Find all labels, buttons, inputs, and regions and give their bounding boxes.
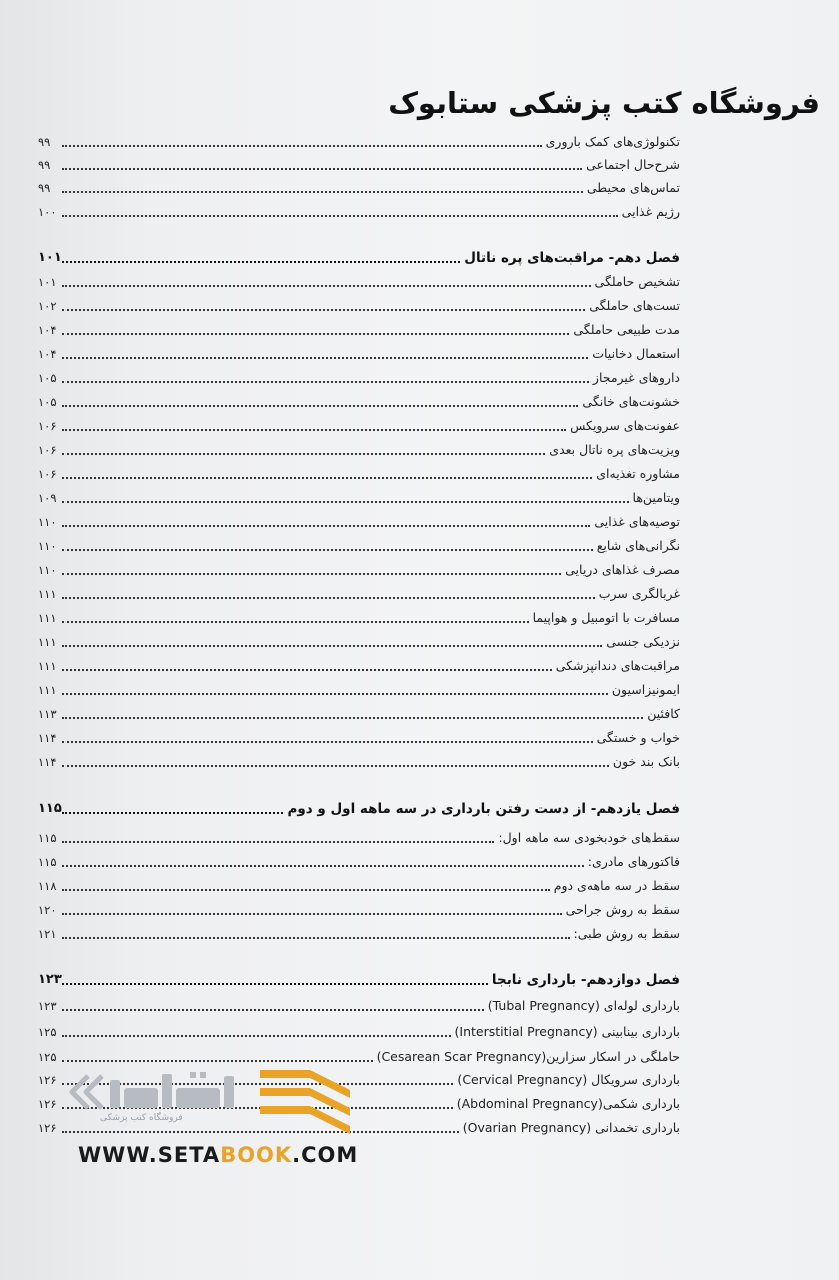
toc-entry	[38, 896, 680, 918]
toc-page-number: ۱۱۵	[38, 831, 57, 845]
toc-page-number: ۹۹	[38, 181, 51, 195]
toc-entry-title: بارداری شکمی(Abdominal Pregnancy)	[456, 1096, 680, 1111]
toc-entry-title: نزدیکی جنسی	[606, 634, 680, 649]
toc-entry	[38, 992, 680, 1014]
toc-entry-title: خشونت‌های خانگی	[582, 394, 680, 409]
toc-entry	[38, 604, 680, 626]
toc-entry-title: عفونت‌های سرویکس	[570, 418, 680, 433]
toc-page-number: ۱۱۴	[38, 755, 57, 769]
toc-entry	[38, 174, 680, 196]
toc-entry	[38, 676, 680, 698]
toc-entry	[38, 198, 680, 220]
toc-entry	[38, 484, 680, 506]
toc-page-number: ۱۲۰	[38, 903, 57, 917]
toc-page-number: ۱۲۶	[38, 1097, 57, 1111]
toc-page-number: ۱۲۵	[38, 1050, 57, 1064]
toc-page-number: ۱۱۰	[38, 539, 57, 553]
toc-entry-title: شرح‌حال اجتماعی	[586, 157, 680, 172]
toc-entry-title: سقط‌های خودبخودی سه ماهه اول:	[498, 830, 680, 845]
toc-entry	[38, 460, 680, 482]
toc-entry-title: تکنولوژی‌های کمک باروری	[545, 134, 680, 149]
toc-entry-title: سقط در سه ماهه‌ی دوم	[553, 878, 680, 893]
watermark-caption: فروشگاه کتب پزشکی	[100, 1113, 183, 1123]
toc-entry	[38, 151, 680, 173]
toc-dot-leader	[62, 283, 591, 287]
toc-entry-title: کافئین	[647, 706, 680, 721]
toc-chapter-heading	[38, 795, 680, 817]
toc-dot-leader	[62, 1033, 451, 1037]
toc-entry-title: ویزیت‌های پره ناتال بعدی	[549, 442, 680, 457]
toc-dot-leader	[62, 475, 592, 479]
site-url-accent: BOOK	[220, 1143, 293, 1167]
toc-entry-title: بارداری تخمدانی (Ovarian Pregnancy)	[462, 1120, 680, 1135]
toc-page-number: ۱۰۹	[38, 491, 57, 505]
toc-entry	[38, 700, 680, 722]
toc-page-number: ۱۱۱	[38, 635, 57, 649]
toc-page-number: ۹۹	[38, 158, 51, 172]
toc-dot-leader	[62, 911, 562, 915]
toc-dot-leader	[62, 887, 550, 891]
toc-entry-title: فصل دوازدهم- بارداری نابجا	[491, 972, 680, 988]
toc-entry	[38, 292, 680, 314]
toc-dot-leader	[62, 331, 569, 335]
toc-page-number: ۱۰۰	[38, 205, 57, 219]
toc-entry-title: رژیم غذایی	[621, 204, 680, 219]
toc-dot-leader	[62, 839, 494, 843]
toc-entry-title: نگرانی‌های شایع	[596, 538, 680, 553]
toc-entry-title: ایمونیزاسیون	[611, 682, 680, 697]
toc-page-number: ۱۰۱	[38, 250, 62, 265]
toc-dot-leader	[62, 189, 583, 193]
toc-page-number: ۱۱۱	[38, 611, 57, 625]
toc-entry-title: فاکتورهای مادری:	[587, 854, 680, 869]
toc-entry-title: تماس‌های محیطی	[586, 180, 680, 195]
toc-dot-leader	[62, 307, 585, 311]
toc-page-number: ۱۰۱	[38, 275, 57, 289]
toc-dot-leader	[62, 379, 589, 383]
toc-page-number: ۱۲۵	[38, 1025, 57, 1039]
toc-entry	[38, 628, 680, 650]
toc-page-number: ۱۱۵	[38, 855, 57, 869]
toc-entry-title: داروهای غیرمجاز	[592, 370, 680, 385]
toc-entry-title: فصل یازدهم- از دست رفتن بارداری در سه ماهه اول و دوم	[287, 801, 680, 817]
toc-entry-title: غربالگری سرب	[598, 586, 680, 601]
toc-page-number: ۱۰۲	[38, 299, 57, 313]
toc-page-number: ۱۰۵	[38, 395, 57, 409]
setabook-logo	[62, 1062, 362, 1137]
toc-dot-leader	[62, 739, 593, 743]
store-title: فروشگاه کتب پزشکی ستابوک	[388, 86, 820, 120]
double-chevron-icon	[72, 1076, 102, 1108]
toc-dot-leader	[62, 571, 561, 575]
toc-entry-title: بارداری بینابینی (Interstitial Pregnancy)	[454, 1024, 680, 1039]
toc-entry	[38, 652, 680, 674]
toc-page-number: ۱۰۶	[38, 467, 57, 481]
toc-entry-title: حاملگی در اسکار سزارین(Cesarean Scar Pregnancy)	[376, 1049, 680, 1064]
toc-dot-leader	[62, 451, 545, 455]
toc-entry	[38, 1018, 680, 1040]
toc-entry	[38, 436, 680, 458]
toc-entry	[38, 268, 680, 290]
toc-entry	[38, 532, 680, 554]
toc-entry	[38, 848, 680, 870]
toc-page-number: ۱۱۱	[38, 659, 57, 673]
logo-wordmark	[110, 1072, 234, 1108]
toc-dot-leader	[62, 166, 582, 170]
toc-page-number: ۱۲۶	[38, 1073, 57, 1087]
toc-dot-leader	[62, 143, 542, 147]
toc-dot-leader	[62, 715, 643, 719]
toc-page-number: ۱۲۶	[38, 1121, 57, 1135]
toc-page-number: ۱۲۳	[38, 972, 62, 987]
toc-dot-leader	[62, 863, 584, 867]
toc-entry-title: توصیه‌های غذایی	[594, 514, 680, 529]
book-stack-icon	[260, 1070, 350, 1134]
toc-page-number: ۱۰۴	[38, 323, 57, 337]
toc-entry	[38, 920, 680, 942]
toc-entry-title: تشخیص حاملگی	[594, 274, 680, 289]
toc-entry	[38, 412, 680, 434]
toc-page-number: ۹۹	[38, 135, 51, 149]
toc-dot-leader	[62, 547, 593, 551]
site-url-suffix: .COM	[292, 1143, 359, 1167]
toc-dot-leader	[62, 427, 566, 431]
toc-entry	[38, 316, 680, 338]
toc-page-number: ۱۱۱	[38, 587, 57, 601]
toc-entry-title: ویتامین‌ها	[632, 490, 680, 505]
toc-dot-leader	[62, 619, 529, 623]
toc-entry	[38, 748, 680, 770]
toc-entry-title: مدت طبیعی حاملگی	[573, 322, 680, 337]
toc-dot-leader	[62, 763, 609, 767]
toc-dot-leader	[62, 810, 283, 814]
toc-page-number: ۱۱۴	[38, 731, 57, 745]
toc-page-number: ۱۱۰	[38, 515, 57, 529]
toc-dot-leader	[62, 981, 488, 985]
site-url-prefix: WWW.SETA	[78, 1143, 221, 1167]
toc-dot-leader	[62, 643, 602, 647]
toc-entry	[38, 508, 680, 530]
toc-entry	[38, 128, 680, 150]
toc-entry	[38, 872, 680, 894]
toc-entry-title: مشاوره تغذیه‌ای	[596, 466, 680, 481]
toc-entry-title: مصرف غذاهای دریایی	[565, 562, 680, 577]
toc-page-number: ۱۰۴	[38, 347, 57, 361]
toc-entry	[38, 388, 680, 410]
toc-dot-leader	[62, 403, 578, 407]
toc-page-number: ۱۲۳	[38, 999, 57, 1013]
toc-entry-title: بانک بند خون	[612, 754, 680, 769]
toc-dot-leader	[62, 595, 595, 599]
toc-page-number: ۱۱۰	[38, 563, 57, 577]
toc-entry	[38, 824, 680, 846]
toc-dot-leader	[62, 355, 588, 359]
toc-entry	[38, 580, 680, 602]
toc-entry-title: بارداری لوله‌ای (Tubal Pregnancy)	[487, 998, 680, 1013]
toc-dot-leader	[62, 259, 460, 263]
toc-dot-leader	[62, 523, 590, 527]
toc-dot-leader	[62, 667, 552, 671]
toc-dot-leader	[62, 691, 608, 695]
toc-entry-title: مسافرت با اتومبیل و هواپیما	[532, 610, 680, 625]
toc-page-number: ۱۰۶	[38, 419, 57, 433]
toc-page-number: ۱۱۸	[38, 879, 57, 893]
toc-entry	[38, 556, 680, 578]
toc-dot-leader	[62, 213, 618, 217]
toc-entry-title: خواب و خستگی	[596, 730, 680, 745]
toc-page-number: ۱۰۵	[38, 371, 57, 385]
toc-dot-leader	[62, 499, 629, 503]
toc-entry	[38, 724, 680, 746]
toc-entry-title: فصل دهم- مراقبت‌های پره ناتال	[464, 250, 680, 266]
toc-page-number: ۱۰۶	[38, 443, 57, 457]
toc-chapter-heading	[38, 966, 680, 988]
toc-entry	[38, 364, 680, 386]
toc-entry-title: مراقبت‌های دندانپزشکی	[555, 658, 680, 673]
toc-chapter-heading	[38, 244, 680, 266]
toc-entry-title: سقط به روش طبی:	[573, 926, 680, 941]
toc-page-number: ۱۲۱	[38, 927, 57, 941]
site-url	[78, 1143, 358, 1167]
toc-entry-title: بارداری سرویکال (Cervical Pregnancy)	[457, 1072, 680, 1087]
toc-dot-leader	[62, 1007, 484, 1011]
toc-entry-title: استعمال دخانیات	[592, 346, 680, 361]
toc-entry-title: سقط به روش جراحی	[565, 902, 680, 917]
toc-entry	[38, 340, 680, 362]
toc-dot-leader	[62, 935, 570, 939]
toc-page-number: ۱۱۱	[38, 683, 57, 697]
toc-entry-title: تست‌های حاملگی	[589, 298, 680, 313]
toc-page-number: ۱۱۳	[38, 707, 57, 721]
toc-page-number: ۱۱۵	[38, 801, 62, 816]
